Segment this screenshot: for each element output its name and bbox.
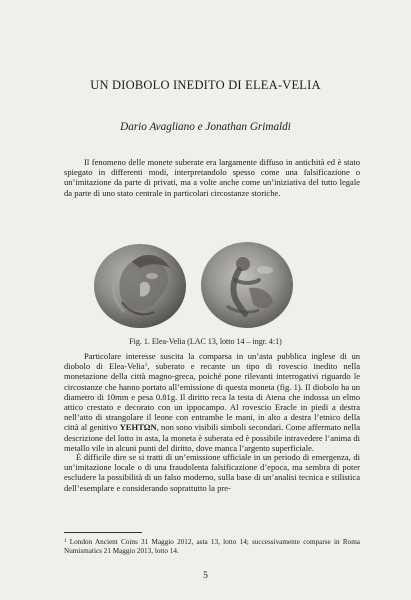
footnote-divider bbox=[64, 532, 142, 533]
paragraph-discussion: È difficile dire se si tratti di un’emissione ufficiale in un periodo di emergenza, di un’imitazione locale o di una fraudolenta falsificazione d’epoca, ma sembra di poter escludere la possibilità di un falso moderno, sulla base di un’analisi tecnica e stilistica dell’esemplare e considerando soprattutto la pre- bbox=[64, 452, 360, 493]
page-number: 5 bbox=[203, 571, 208, 581]
paragraph2-text-2: , suberato e recante un tipo di rovescio inedito nella monetazione della città magno-greca, poiché pone rilevanti interrogativi riguardo le circostanze che hanno portato all’emissione di questa moneta (fig. 1). Il diobolo ha un diametro di 10mm e pesa 0.81g. Il diritto reca la testa di Atena che indossa un elmo attico crestato e decorato con un ippocampo. Al rovescio Eracle in piedi a destra nell’atto di strangolare il leone con entrambe le mani, in alto a destra l’etnico della città al genitivo bbox=[64, 361, 360, 433]
paragraph2-text-3: , non sono visibili simboli secondari. Come affermato nella descrizione del lotto in asta, la moneta è suberata ed è possibile intravedere l’anima di metallo vile in alcuni punti del diritto, dove manca l’argento superficiale. bbox=[64, 422, 360, 453]
article-authors: Dario Avagliano e Jonathan Grimaldi bbox=[120, 121, 291, 133]
paragraph2-text-1: Particolare interesse suscita la comparsa in un’asta pubblica inglese di un diobolo di Elea-Velia bbox=[64, 351, 360, 372]
ethnic-inscription: ΥΕΗΤΩΝ bbox=[119, 422, 157, 433]
article-title: UN DIOBOLO INEDITO DI ELEA-VELIA bbox=[90, 78, 321, 92]
footnote bbox=[64, 538, 360, 556]
footnote-reference[interactable]: 1 bbox=[144, 362, 148, 369]
footnote-number: 1 bbox=[64, 539, 67, 544]
figure-coins bbox=[0, 236, 411, 332]
coin-reverse-heracles-lion-image bbox=[199, 240, 295, 330]
figure-caption: Fig. 1. Elea-Velia (LAC 13, lotto 14 – ingr. 4:1) bbox=[129, 337, 282, 346]
footnote-text: London Ancient Coins 31 Maggio 2012, asta 13, lotto 14; successivamente comparse in Roma Numismatics 21 Maggio 2013, lotto 14. bbox=[64, 538, 360, 555]
coin-obverse-athena-image bbox=[92, 242, 188, 330]
paragraph-description bbox=[64, 351, 360, 453]
intro-paragraph: Il fenomeno delle monete suberate era largamente diffuso in antichità ed è stato spiegato in differenti modi, interpretandolo spesso come una falsificazione o un’imitazione da parte di privati, ma a volte anche come un’iniziativa del tutto legale da parte di uno stato centrale in particolari circostanze storiche. bbox=[64, 157, 360, 198]
